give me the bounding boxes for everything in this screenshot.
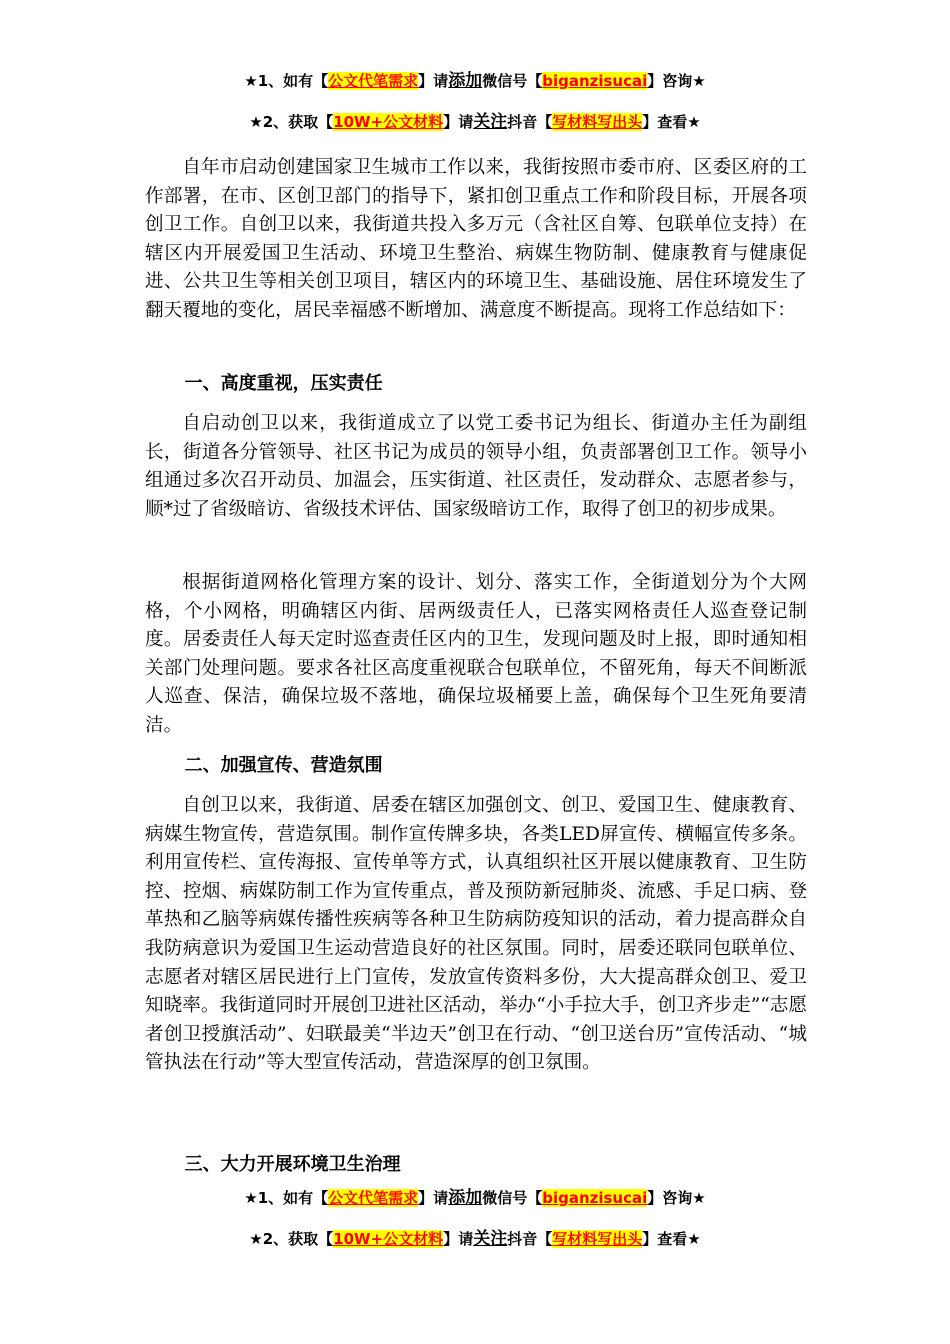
banner-text: 】请 — [418, 1189, 449, 1207]
banner-text: ★2、获取【 — [249, 113, 334, 131]
banner-text: 】咨询★ — [647, 1189, 706, 1207]
banner-text: ★1、如有【 — [244, 1189, 329, 1207]
section-heading-3: 三、大力开展环境卫生治理 — [184, 1154, 401, 1175]
banner-wechat-id: biganzisucai — [542, 72, 648, 90]
banner-text: 抖音【 — [507, 1230, 553, 1248]
header-banner-line-2 — [0, 111, 950, 133]
body-paragraph: 自启动创卫以来，我街道成立了以党工委书记为组长、街道办主任为副组长，街道各分管领导、社区书记为成员的领导小组，负责部署创卫工作。领导小组通过多次召开动员、加温会，压实街道、社区责任，发动群众、志愿者参与，顺*过了省级暗访、省级技术评估、国家级暗访工作，取得了创卫的初步成果。 — [145, 413, 807, 520]
banner-text: 】请 — [443, 1230, 474, 1248]
banner-underline: 添加 — [448, 71, 483, 91]
banner-douyin-id: 写材料写出头 — [552, 113, 643, 131]
banner-highlight: 公文代笔需求 — [328, 1189, 419, 1207]
banner-text: 】请 — [443, 113, 474, 131]
section-heading-1: 一、高度重视，压实责任 — [184, 373, 383, 394]
banner-text: 】查看★ — [642, 113, 701, 131]
footer-banner-line-2 — [0, 1228, 950, 1250]
banner-text: 微信号【 — [482, 1189, 543, 1207]
banner-highlight: 10W+公文材料 — [333, 113, 444, 131]
banner-text: 微信号【 — [482, 72, 543, 90]
banner-highlight: 10W+公文材料 — [333, 1230, 444, 1248]
section-heading-2: 二、加强宣传、营造氛围 — [184, 755, 383, 776]
body-paragraph: 自创卫以来，我街道、居委在辖区加强创文、创卫、爱国卫生、健康教育、病媒生物宣传，营造氛围。制作宣传牌多块，各类LED屏宣传、横幅宣传多条。利用宣传栏、宣传海报、宣传单等方式，认真组织社区开展以健康教育、卫生防控、控烟、病媒防制工作为宣传重点，普及预防新冠肺炎、流感、手足口病、登革热和乙脑等病媒传播性疾病等各种卫生防病防疫知识的活动，着力提高群众自我防病意识为爱国卫生运动营造良好的社区氛围。同时，居委还联同包联单位、志愿者对辖区居民进行上门宣传，发放宣传资料多份，大大提高群众创卫、爱卫知晓率。我街道同时开展创卫进社区活动，举办“小手拉大手，创卫齐步走”“志愿者创卫授旗活动”、妇联最美“半边天”创卫在行动、“创卫送台历”宣传活动、“城管执法在行动”等大型宣传活动，营造深厚的创卫氛围。 — [145, 795, 807, 1074]
footer-banner-line-1 — [0, 1187, 950, 1209]
body-paragraph: 根据街道网格化管理方案的设计、划分、落实工作，全街道划分为个大网格，个小网格，明确辖区内街、居两级责任人，已落实网格责任人巡查登记制度。居委责任人每天定时巡查责任区内的卫生，发现问题及时上报，即时通知相关部门处理问题。要求各社区高度重视联合包联单位，不留死角，每天不间断派人巡查、保洁，确保垃圾不落地，确保垃圾桶要上盖，确保每个卫生死角要清洁。 — [145, 572, 807, 736]
banner-text: ★2、获取【 — [249, 1230, 334, 1248]
banner-underline: 关注 — [473, 1229, 508, 1249]
banner-text: 】咨询★ — [647, 72, 706, 90]
banner-text: ★1、如有【 — [244, 72, 329, 90]
banner-highlight: 公文代笔需求 — [328, 72, 419, 90]
banner-douyin-id: 写材料写出头 — [552, 1230, 643, 1248]
banner-text: 】请 — [418, 72, 449, 90]
banner-underline: 关注 — [473, 112, 508, 132]
banner-wechat-id: biganzisucai — [542, 1189, 648, 1207]
banner-text: 】查看★ — [642, 1230, 701, 1248]
banner-underline: 添加 — [448, 1188, 483, 1208]
banner-text: 抖音【 — [507, 113, 553, 131]
intro-paragraph: 自年市启动创建国家卫生城市工作以来，我街按照市委市府、区委区府的工作部署，在市、区创卫部门的指导下，紧扣创卫重点工作和阶段目标，开展各项创卫工作。自创卫以来，我街道共投入多万元（含社区自筹、包联单位支持）在辖区内开展爱国卫生活动、环境卫生整治、病媒生物防制、健康教育与健康促进、公共卫生等相关创卫项目，辖区内的环境卫生、基础设施、居住环境发生了翻天覆地的变化，居民幸福感不断增加、满意度不断提高。现将工作总结如下： — [145, 157, 807, 321]
header-banner-line-1 — [0, 70, 950, 92]
